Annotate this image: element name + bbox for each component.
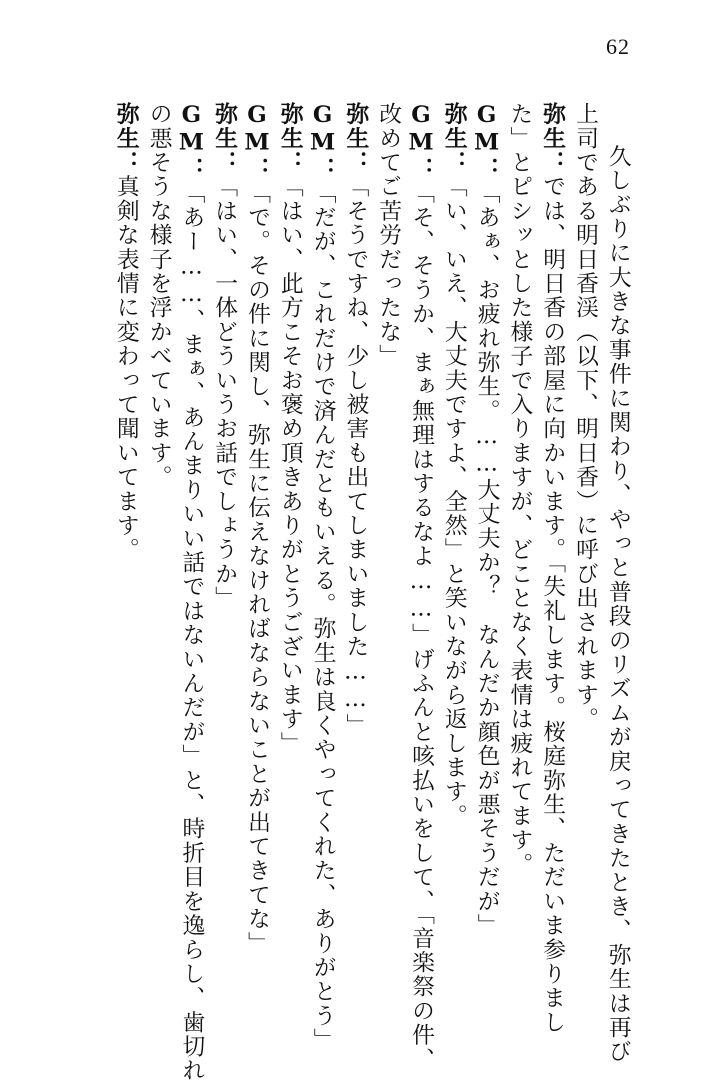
column-text: 「はい、一体どういうお話でしょうか」 bbox=[211, 174, 238, 611]
text-column bbox=[211, 102, 238, 611]
speaker-label: GM： bbox=[473, 102, 500, 181]
column-text: では、明日香の部屋に向かいます。「失礼します。桜庭弥生、ただいま参りまし bbox=[539, 174, 566, 1035]
column-text: の悪そうな様子を浮かべています。 bbox=[145, 102, 172, 490]
column-text: 真剣な表情に変わって聞いてます。 bbox=[112, 174, 139, 562]
speaker-label: 弥生： bbox=[211, 102, 238, 175]
column-text: 改めてご苦労だったな」 bbox=[375, 102, 402, 369]
text-column bbox=[409, 102, 432, 1071]
speaker-label: 弥生： bbox=[539, 102, 566, 175]
text-column bbox=[311, 102, 334, 1052]
column-text: 上司である明日香渓（以下、明日香）に呼び出されます。 bbox=[571, 102, 598, 732]
text-column bbox=[475, 102, 498, 938]
column-text: 「あー……、まぁ、あんまりいい話ではないんだが」と、時折目を逸らし、歯切れ bbox=[178, 181, 205, 1083]
text-column bbox=[245, 102, 268, 955]
speaker-label: GM： bbox=[309, 102, 336, 181]
speaker-label: 弥生： bbox=[276, 102, 303, 175]
text-column bbox=[573, 102, 596, 731]
speaker-label: GM： bbox=[243, 102, 270, 181]
column-text: 「そ、そうか、まぁ無理はするなよ……」げふんと咳払いをして、「音楽祭の件、 bbox=[407, 181, 434, 1072]
column-text: 「で。その件に関し、弥生に伝えなければならないことが出てきてな」 bbox=[243, 181, 270, 956]
text-column bbox=[606, 120, 629, 1064]
column-text: 「い、いえ、大丈夫ですよ、全然」と笑いながら返します。 bbox=[440, 174, 467, 829]
text-column bbox=[114, 102, 137, 562]
column-text: た」とピシッとした様子で入りますが、どことなく表情は疲れてます。 bbox=[506, 102, 533, 877]
speaker-label: GM： bbox=[178, 102, 205, 181]
text-column bbox=[180, 102, 203, 1083]
text-column bbox=[278, 102, 301, 755]
speaker-label: GM： bbox=[407, 102, 434, 181]
text-column bbox=[442, 102, 465, 828]
text-column bbox=[539, 102, 566, 1035]
speaker-label: 弥生： bbox=[342, 102, 369, 175]
column-text: 「そうですね、少し被害も出てしまいました……」 bbox=[342, 174, 369, 738]
column-text: 「あぁ、お疲れ弥生。……大丈夫か？ なんだか顔色が悪そうだが」 bbox=[473, 181, 500, 938]
text-column bbox=[147, 102, 170, 489]
column-text: 久しぶりに大きな事件に関わり、やっと普段のリズムが戻ってきたとき、弥生は再び bbox=[604, 120, 631, 1064]
column-text: 「だが、これだけで済んだともいえる。弥生は良くやってくれた、ありがとう」 bbox=[309, 181, 336, 1053]
text-column bbox=[375, 102, 402, 369]
text-column bbox=[508, 102, 531, 876]
speaker-label: 弥生： bbox=[440, 102, 467, 175]
column-text: 「はい、此方こそお褒め頂きありがとうございます」 bbox=[276, 174, 303, 756]
text-column bbox=[344, 102, 367, 738]
speaker-label: 弥生： bbox=[112, 102, 139, 175]
page-number: 62 bbox=[606, 34, 630, 59]
